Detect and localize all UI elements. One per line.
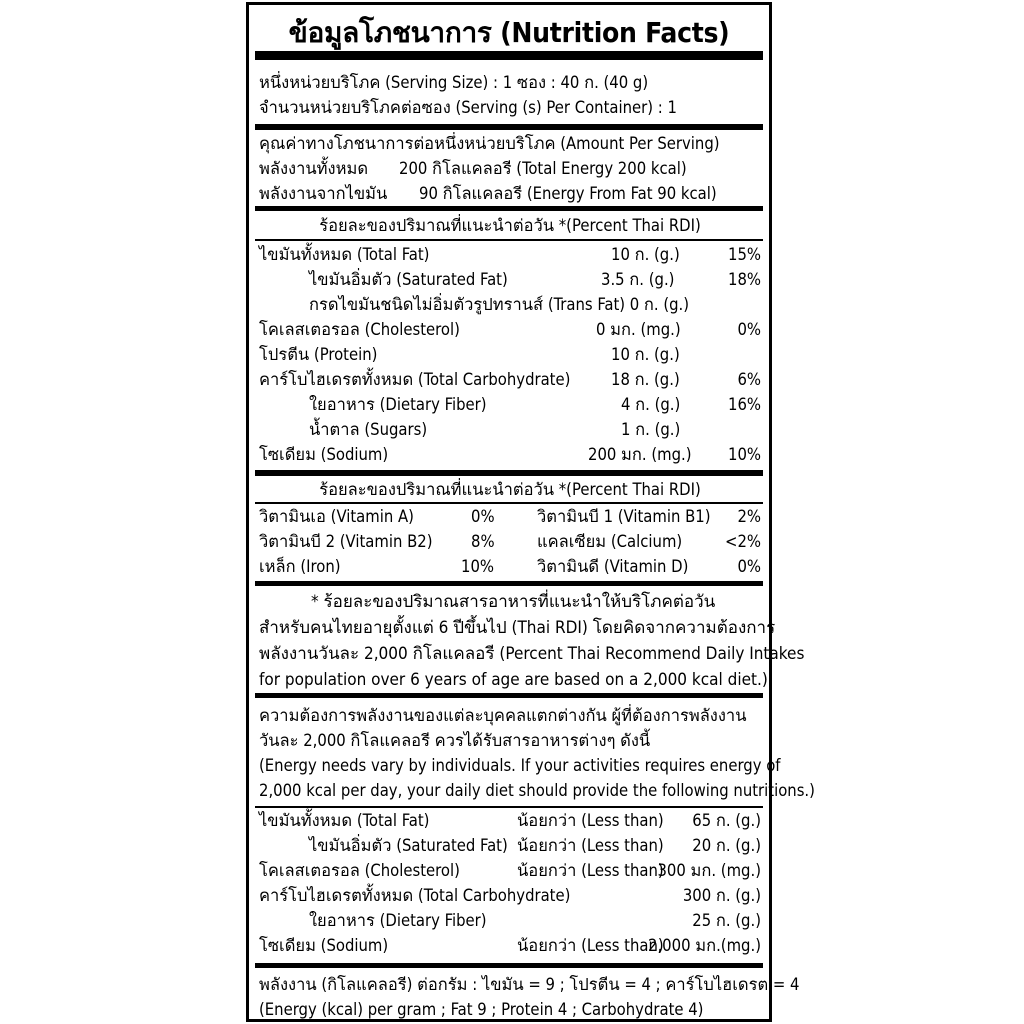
energy-per-gram-text: (Energy (kcal) per gram ; Fat 9 ; Protein 4 ; Carbohydrate 4): [259, 1000, 704, 1019]
nutrient-percent: 10%: [728, 445, 761, 464]
nutrient-row: [259, 242, 761, 268]
footnote-text: พลังงานวันละ 2,000 กิโลแคลอรี (Percent Thai Recommend Daily Intakes: [259, 644, 805, 664]
serving-divider: [255, 124, 763, 130]
needs-text: 2,000 kcal per day, your daily diet should provide the following nutritions.): [259, 781, 815, 800]
footnote-text: * ร้อยละของปริมาณสารอาหารที่แนะนำให้บริโภคต่อวัน: [311, 592, 716, 612]
nutrient-percent: 6%: [737, 370, 761, 389]
nutrient-name: น้ำตาล (Sugars): [309, 420, 428, 439]
vitamin-name: วิตามินเอ (Vitamin A): [259, 507, 414, 526]
nutrient-percent: 18%: [728, 270, 761, 289]
nutrition-facts-panel: [246, 2, 815, 1022]
limit-qualifier: น้อยกว่า (Less than): [517, 811, 664, 830]
vitamins-heading-row: [259, 477, 761, 503]
total-energy-label: พลังงานทั้งหมด: [259, 159, 369, 178]
needs-line: [259, 703, 761, 729]
vitamins-divider: [255, 581, 763, 586]
fat-energy-row: [259, 181, 761, 207]
serving-size-text: หนึ่งหน่วยบริโภค (Serving Size) : 1 ซอง : 40 ก. (40 g): [259, 73, 649, 92]
footnote-line: [259, 589, 761, 615]
nutrient-amount: 200 มก. (mg.): [588, 445, 692, 464]
limit-row: [259, 933, 761, 959]
serving-size-row: [259, 70, 761, 96]
limit-name: โซเดียม (Sodium): [259, 936, 389, 955]
limit-value: 65 ก. (g.): [692, 811, 761, 830]
needs-text: (Energy needs vary by individuals. If your activities requires energy of: [259, 756, 781, 775]
limit-row: [259, 908, 761, 934]
nutrient-amount: 10 ก. (g.): [611, 245, 680, 264]
footnote-divider: [255, 693, 763, 698]
vitamins-heading: ร้อยละของปริมาณที่แนะนำต่อวัน *(Percent Thai RDI): [319, 480, 701, 499]
limit-qualifier: น้อยกว่า (Less than): [517, 936, 664, 955]
needs-line: [259, 728, 761, 754]
nutrient-name: ไขมันอิ่มตัว (Saturated Fat): [309, 270, 508, 289]
limit-row: [259, 833, 761, 859]
nutrient-percent: 15%: [728, 245, 761, 264]
nutrient-name: โคเลสเตอรอล (Cholesterol): [259, 320, 460, 339]
limit-value: 2,000 มก.(mg.): [648, 936, 761, 955]
vitamin-name: วิตามินบี 2 (Vitamin B2): [259, 532, 433, 551]
nutrient-row: [259, 442, 761, 468]
vitamin-row: [259, 554, 761, 580]
vitamin-percent: 2%: [737, 507, 761, 526]
limit-value: 25 ก. (g.): [692, 911, 761, 930]
limits-divider: [255, 963, 763, 968]
nutrient-amount: 0 มก. (mg.): [596, 320, 681, 339]
vitamin-row: [259, 529, 761, 555]
limit-name: โคเลสเตอรอล (Cholesterol): [259, 861, 460, 880]
nutrient-name: โปรตีน (Protein): [259, 345, 378, 364]
rdi-heading: ร้อยละของปริมาณที่แนะนำต่อวัน *(Percent Thai RDI): [319, 216, 701, 235]
nutrient-name: โซเดียม (Sodium): [259, 445, 389, 464]
nutrient-amount: 4 ก. (g.): [621, 395, 681, 414]
nutrient-name: ใยอาหาร (Dietary Fiber): [309, 395, 487, 414]
nutrient-name: คาร์โบไฮเดรตทั้งหมด (Total Carbohydrate): [259, 370, 571, 389]
limit-row: [259, 808, 761, 834]
nutrient-row: [259, 342, 761, 368]
fat-energy-value: 90 กิโลแคลอรี (Energy From Fat 90 kcal): [419, 184, 717, 203]
nutrient-amount: 18 ก. (g.): [611, 370, 680, 389]
amount-heading: คุณค่าทางโภชนาการต่อหนึ่งหน่วยบริโภค (Amount Per Serving): [259, 134, 720, 153]
limit-value: 300 มก. (mg.): [657, 861, 761, 880]
vitamin-name: เหล็ก (Iron): [259, 557, 341, 576]
nutrient-amount: 3.5 ก. (g.): [601, 270, 675, 289]
nutrient-row: [259, 317, 761, 343]
nutrient-percent: 0%: [737, 320, 761, 339]
limit-row: [259, 858, 761, 884]
total-energy-row: [259, 156, 761, 182]
vitamin-percent: 0%: [471, 507, 495, 526]
nutrient-amount: 10 ก. (g.): [611, 345, 680, 364]
vitamin-row: [259, 504, 761, 530]
limit-value: 300 ก. (g.): [682, 886, 761, 905]
limit-name: ไขมันอิ่มตัว (Saturated Fat): [309, 836, 508, 855]
total-energy-value: 200 กิโลแคลอรี (Total Energy 200 kcal): [399, 159, 687, 178]
vitamin-percent: 10%: [461, 557, 494, 576]
vitamin-percent: 0%: [737, 557, 761, 576]
energy-per-gram-line: [259, 997, 761, 1023]
limit-qualifier: น้อยกว่า (Less than): [517, 861, 664, 880]
footnote-line: [259, 641, 805, 667]
limit-row: [259, 883, 761, 909]
servings-per-container-row: [259, 95, 761, 121]
rdi-heading-row: [259, 213, 761, 239]
vitamin-name: วิตามินบี 1 (Vitamin B1): [537, 507, 711, 526]
needs-text: ความต้องการพลังงานของแต่ละบุคคลแตกต่างกัน ผู้ที่ต้องการพลังงาน: [259, 706, 747, 725]
nutrient-row: [259, 267, 761, 293]
fat-energy-label: พลังงานจากไขมัน: [259, 184, 388, 203]
needs-line: [259, 778, 815, 804]
footnote-text: สำหรับคนไทยอายุตั้งแต่ 6 ปีขึ้นไป (Thai RDI) โดยคิดจากความต้องการ: [259, 618, 776, 638]
servings-per-container-text: จำนวนหน่วยบริโภคต่อซอง (Serving (s) Per Container) : 1: [259, 98, 677, 117]
needs-line: [259, 753, 781, 779]
vitamin-name: แคลเซียม (Calcium): [537, 532, 683, 551]
vitamin-percent: 8%: [471, 532, 495, 551]
footnote-line: [259, 667, 768, 693]
nutrients-divider: [255, 470, 763, 476]
nutrient-row: [259, 367, 761, 393]
energy-per-gram-text: พลังงาน (กิโลแคลอรี) ต่อกรัม : ไขมัน = 9 ; โปรตีน = 4 ; คาร์โบไฮเดรต = 4: [259, 975, 800, 994]
nutrient-row: [259, 417, 761, 443]
needs-text: วันละ 2,000 กิโลแคลอรี ควรได้รับสารอาหารต่างๆ ดังนี้: [259, 731, 651, 750]
nutrient-percent: 16%: [728, 395, 761, 414]
title-divider: [255, 51, 763, 60]
limit-name: ใยอาหาร (Dietary Fiber): [309, 911, 487, 930]
vitamin-percent: <2%: [725, 532, 761, 551]
limit-name: ไขมันทั้งหมด (Total Fat): [259, 811, 430, 830]
limit-value: 20 ก. (g.): [692, 836, 761, 855]
nutrient-row: [259, 392, 761, 418]
limit-qualifier: น้อยกว่า (Less than): [517, 836, 664, 855]
amount-divider: [255, 206, 763, 211]
energy-per-gram-line: [259, 972, 800, 998]
nutrient-name: ไขมันทั้งหมด (Total Fat): [259, 245, 430, 264]
limit-name: คาร์โบไฮเดรตทั้งหมด (Total Carbohydrate): [259, 886, 571, 905]
footnote-text: for population over 6 years of age are based on a 2,000 kcal diet.): [259, 670, 768, 690]
rdi-heading-divider: [255, 239, 763, 241]
panel-title: ข้อมูลโภชนาการ (Nutrition Facts): [288, 16, 730, 49]
nutrient-amount: 1 ก. (g.): [621, 420, 681, 439]
amount-heading-row: [259, 131, 761, 157]
nutrient-name: กรดไขมันชนิดไม่อิ่มตัวรูปทรานส์ (Trans Fat) 0 ก. (g.): [309, 295, 690, 314]
vitamin-name: วิตามินดี (Vitamin D): [537, 557, 689, 576]
nutrient-row: [259, 292, 761, 318]
footnote-line: [259, 615, 776, 641]
